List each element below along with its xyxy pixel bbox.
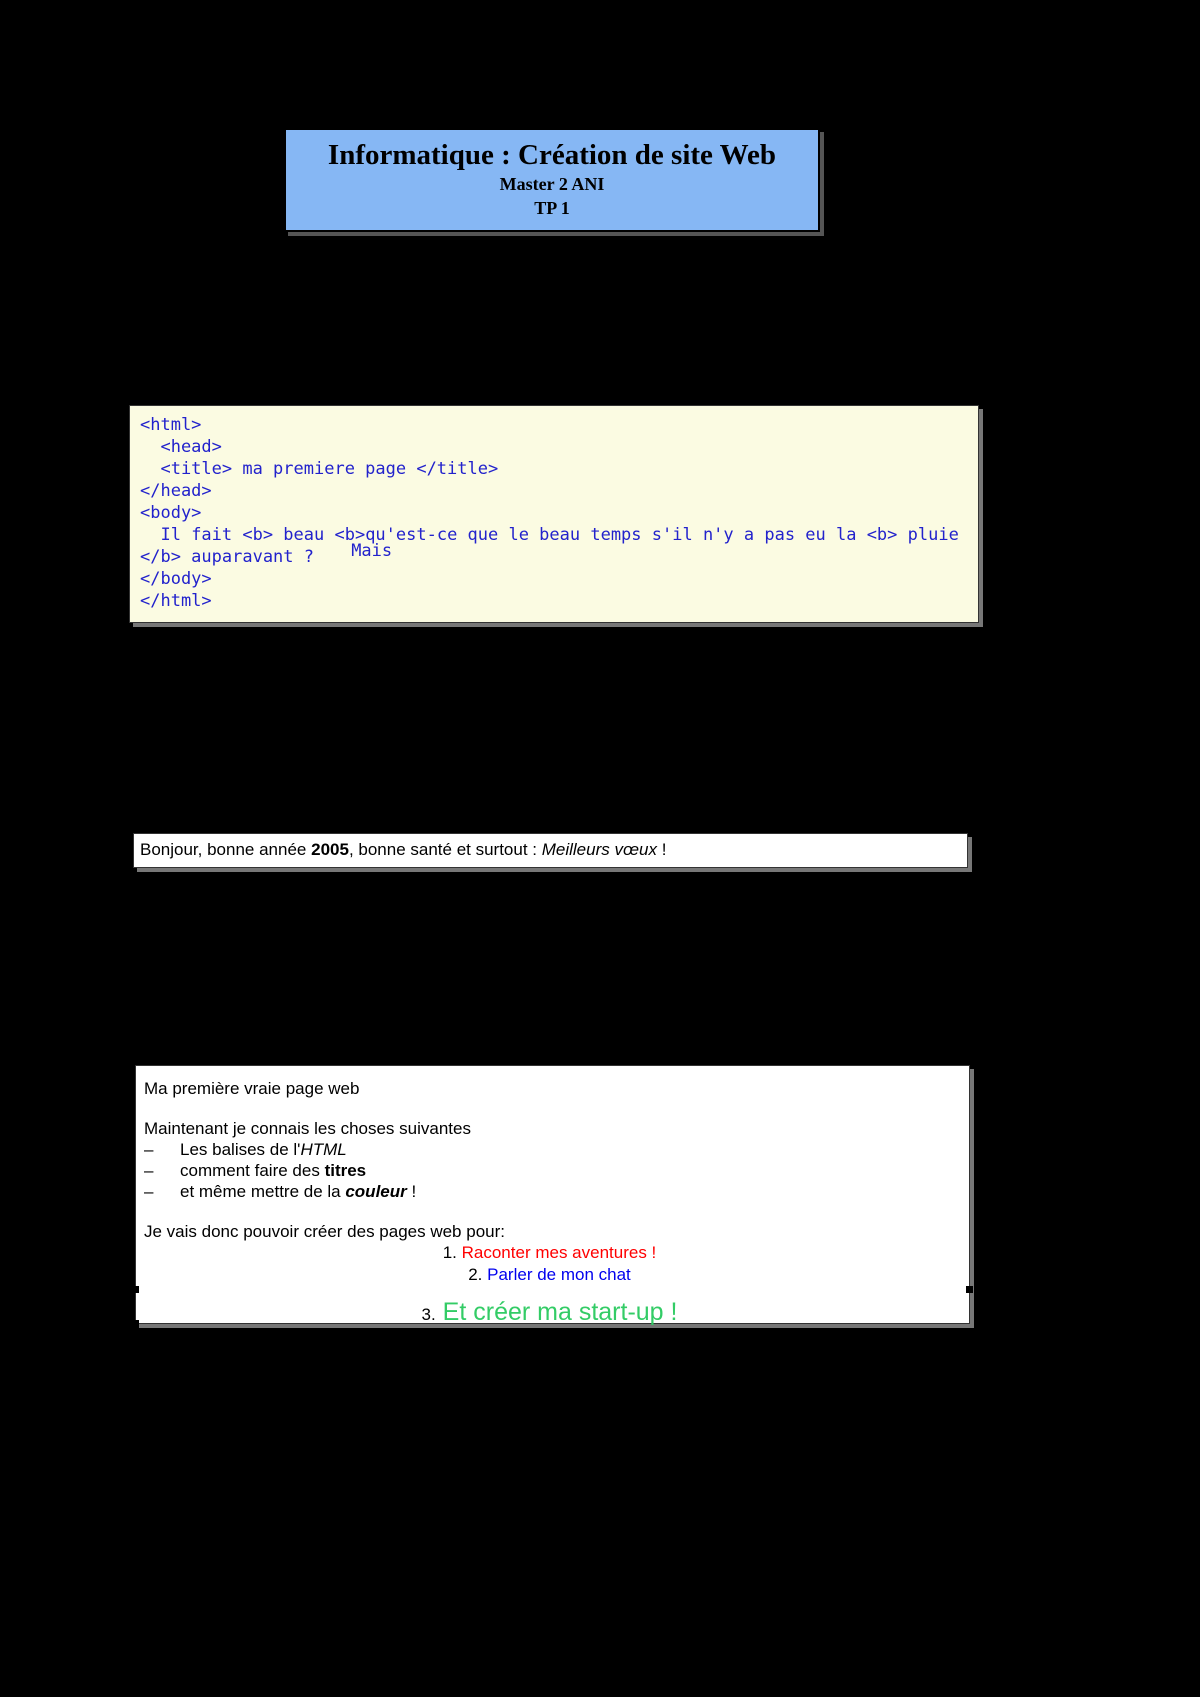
list-item-text: Les balises de l'HTML	[180, 1140, 347, 1159]
code-line: <head>	[140, 437, 222, 457]
ordered-number: 1.	[442, 1243, 457, 1262]
page-intro: Maintenant je connais les choses suivantes	[144, 1119, 471, 1138]
code-line: <body>	[140, 503, 202, 523]
slide-title-subtitle: Master 2 ANI	[499, 174, 605, 194]
list-item	[144, 1181, 955, 1202]
code-line-rest: qu'est-ce que le beau temps s'il n'y a pas eu la <b> pluie </b> auparavant ?	[140, 525, 970, 567]
code-line: </body>	[140, 569, 212, 589]
greeting-text	[140, 839, 961, 861]
list-item-emphasis: HTML	[300, 1140, 347, 1159]
code-line: </html>	[140, 591, 212, 611]
greeting-italic: Meilleurs vœux	[541, 840, 657, 859]
greeting-render-box	[133, 833, 968, 868]
list-item-emphasis: couleur	[345, 1182, 407, 1201]
dash-marker: –	[144, 1140, 154, 1159]
list-item	[144, 1139, 955, 1160]
code-line-overlapping: Il fait <b> beau <b> Mais qu'est-ce que le beau temps s'il n'y a pas eu la <b> pluie </b> auparavant ?	[140, 525, 970, 567]
list-item-text: et même mettre de la couleur !	[180, 1182, 417, 1201]
ordered-list-item	[144, 1242, 955, 1264]
ordered-list-item-large	[144, 1296, 955, 1331]
slide-title-main: Informatique : Création de site Web	[327, 139, 777, 171]
dash-marker: –	[144, 1161, 154, 1180]
greeting-part1: Bonjour, bonne année	[140, 840, 312, 859]
code-line: </head>	[140, 481, 212, 501]
resize-handle-bottom-left[interactable]	[132, 1320, 139, 1327]
ordered-text: Parler de mon chat	[487, 1265, 631, 1284]
list-item-text: comment faire des titres	[180, 1161, 367, 1180]
page-lead: Je vais donc pouvoir créer des pages web pour:	[144, 1222, 505, 1241]
greeting-part3: !	[656, 840, 667, 859]
ordered-text: Raconter mes aventures !	[461, 1243, 657, 1262]
slide-title-box	[284, 128, 820, 232]
ordered-list-item	[144, 1264, 955, 1286]
greeting-year: 2005	[311, 840, 349, 859]
spacer	[144, 1202, 955, 1221]
html-code-block	[129, 405, 979, 623]
code-line: <html>	[140, 415, 202, 435]
resize-handle-right[interactable]	[966, 1286, 973, 1293]
code-line: <title> ma premiere page </title>	[140, 459, 499, 479]
greeting-part2: , bonne santé et surtout :	[348, 840, 542, 859]
dash-marker: –	[144, 1182, 154, 1201]
spacer	[144, 1099, 955, 1118]
resize-handle-left[interactable]	[132, 1286, 139, 1293]
list-item-emphasis: titres	[324, 1161, 367, 1180]
page-heading: Ma première vraie page web	[144, 1079, 360, 1098]
list-item	[144, 1160, 955, 1181]
ordered-number: 3.	[421, 1305, 436, 1324]
ordered-text: Et créer ma start-up !	[442, 1298, 678, 1326]
ordered-number: 2.	[468, 1265, 483, 1284]
slide-title-tp: TP 1	[534, 198, 570, 218]
rendered-page-box	[135, 1065, 970, 1324]
code-line-prefix: Il fait <b> beau <b>	[140, 525, 366, 545]
